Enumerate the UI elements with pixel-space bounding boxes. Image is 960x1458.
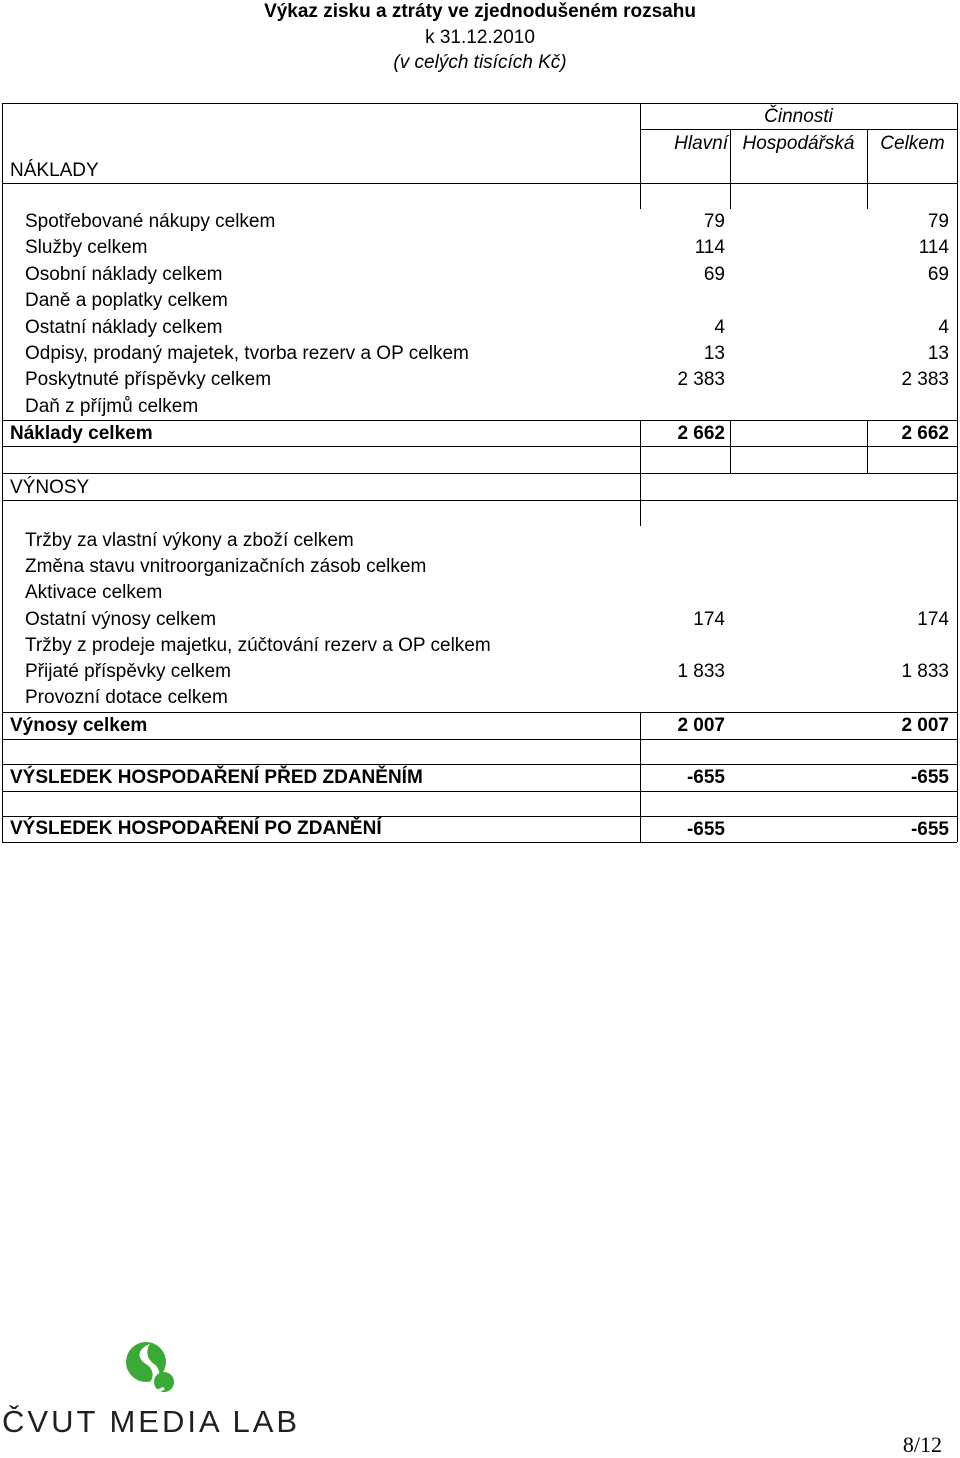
column-header-main: Hlavní xyxy=(674,133,728,154)
row-label: Osobní náklady celkem xyxy=(25,264,223,285)
row-label: Odpisy, prodaný majetek, tvorba rezerv a OP celkem xyxy=(25,343,469,364)
section-heading-naklady: NÁKLADY xyxy=(10,160,99,181)
row-label: Daně a poplatky celkem xyxy=(25,290,228,311)
logo-text: ČVUT MEDIA LAB xyxy=(2,1404,301,1439)
column-group-header: Činnosti xyxy=(764,106,833,127)
row-label: Spotřebované nákupy celkem xyxy=(25,211,276,232)
page-number: 8/12 xyxy=(902,1432,942,1457)
header-bottom-line xyxy=(2,183,957,184)
row-value-main: 1 833 xyxy=(677,661,725,682)
result-before-tax-main: -655 xyxy=(686,767,725,788)
sum-label: Náklady celkem xyxy=(10,423,153,444)
cvut-media-lab-logo xyxy=(2,1338,302,1438)
row-value-main: 4 xyxy=(714,317,725,338)
result-after-tax-total: -655 xyxy=(910,819,949,840)
report-units: (v celých tisících Kč) xyxy=(393,52,567,73)
table-border-left xyxy=(2,103,3,842)
col-line-3 xyxy=(867,129,868,209)
vynosy-heading-top-line xyxy=(2,473,957,474)
section-heading-vynosy: VÝNOSY xyxy=(10,477,90,498)
sum-label: Výnosy celkem xyxy=(10,715,148,736)
row-label: Provozní dotace celkem xyxy=(25,687,228,708)
row-value-total: 69 xyxy=(927,264,949,285)
row-label: Daň z příjmů celkem xyxy=(25,396,199,417)
column-header-total: Celkem xyxy=(880,133,945,154)
result-before-tax-label: VÝSLEDEK HOSPODAŘENÍ PŘED ZDANĚNÍM xyxy=(10,767,423,788)
sum-value-main: 2 007 xyxy=(677,715,725,736)
result-after-top-line xyxy=(2,816,957,817)
sum-value-total: 2 662 xyxy=(901,423,949,444)
header-divider xyxy=(640,129,957,130)
row-label: Poskytnuté příspěvky celkem xyxy=(25,369,272,390)
vynosy-sum-bottom-line xyxy=(2,739,957,740)
row-label: Aktivace celkem xyxy=(25,582,163,603)
row-label: Tržby z prodeje majetku, zúčtování rezerv a OP celkem xyxy=(25,635,491,656)
row-value-main: 69 xyxy=(703,264,725,285)
row-label: Služby celkem xyxy=(25,237,148,258)
row-value-main: 114 xyxy=(694,237,725,258)
row-value-total: 114 xyxy=(918,237,949,258)
table-border-right xyxy=(957,103,958,842)
row-label: Ostatní výnosy celkem xyxy=(25,609,217,630)
report-title: Výkaz zisku a ztráty ve zjednodušeném rozsahu xyxy=(264,1,696,22)
sum-value-total: 2 007 xyxy=(901,715,949,736)
row-label: Ostatní náklady celkem xyxy=(25,317,223,338)
result-after-tax-main: -655 xyxy=(686,819,725,840)
col-line-1 xyxy=(640,420,641,526)
col-line-2 xyxy=(730,129,731,209)
table-border-bottom xyxy=(2,842,957,843)
row-value-main: 13 xyxy=(703,343,725,364)
row-value-total: 4 xyxy=(938,317,949,338)
income-statement-table xyxy=(2,103,957,843)
report-date: k 31.12.2010 xyxy=(425,27,535,48)
col-line-2 xyxy=(730,420,731,473)
result-after-tax-label: VÝSLEDEK HOSPODAŘENÍ PO ZDANĚNÍ xyxy=(10,818,382,839)
row-value-main: 79 xyxy=(703,211,725,232)
naklady-sum-top-line xyxy=(2,420,957,421)
row-label: Změna stavu vnitroorganizačních zásob celkem xyxy=(25,556,427,577)
row-value-total: 13 xyxy=(927,343,949,364)
row-value-total: 79 xyxy=(927,211,949,232)
vynosy-heading-bottom-line xyxy=(2,500,957,501)
row-label: Tržby za vlastní výkony a zboží celkem xyxy=(25,530,354,551)
result-before-bottom-line xyxy=(2,791,957,792)
row-value-main: 2 383 xyxy=(677,369,725,390)
result-before-top-line xyxy=(2,764,957,765)
column-header-economic: Hospodářská xyxy=(742,133,855,154)
col-line-3 xyxy=(867,420,868,473)
table-border-top xyxy=(2,103,957,104)
row-label: Přijaté příspěvky celkem xyxy=(25,661,231,682)
row-value-main: 174 xyxy=(693,609,725,630)
result-before-tax-total: -655 xyxy=(910,767,949,788)
naklady-sum-bottom-line xyxy=(2,446,957,447)
row-value-total: 2 383 xyxy=(901,369,949,390)
col-line-1 xyxy=(640,712,641,842)
logo-mark-icon xyxy=(120,1338,190,1398)
row-value-total: 174 xyxy=(917,609,949,630)
sum-value-main: 2 662 xyxy=(677,423,725,444)
vynosy-sum-top-line xyxy=(2,712,957,713)
row-value-total: 1 833 xyxy=(901,661,949,682)
